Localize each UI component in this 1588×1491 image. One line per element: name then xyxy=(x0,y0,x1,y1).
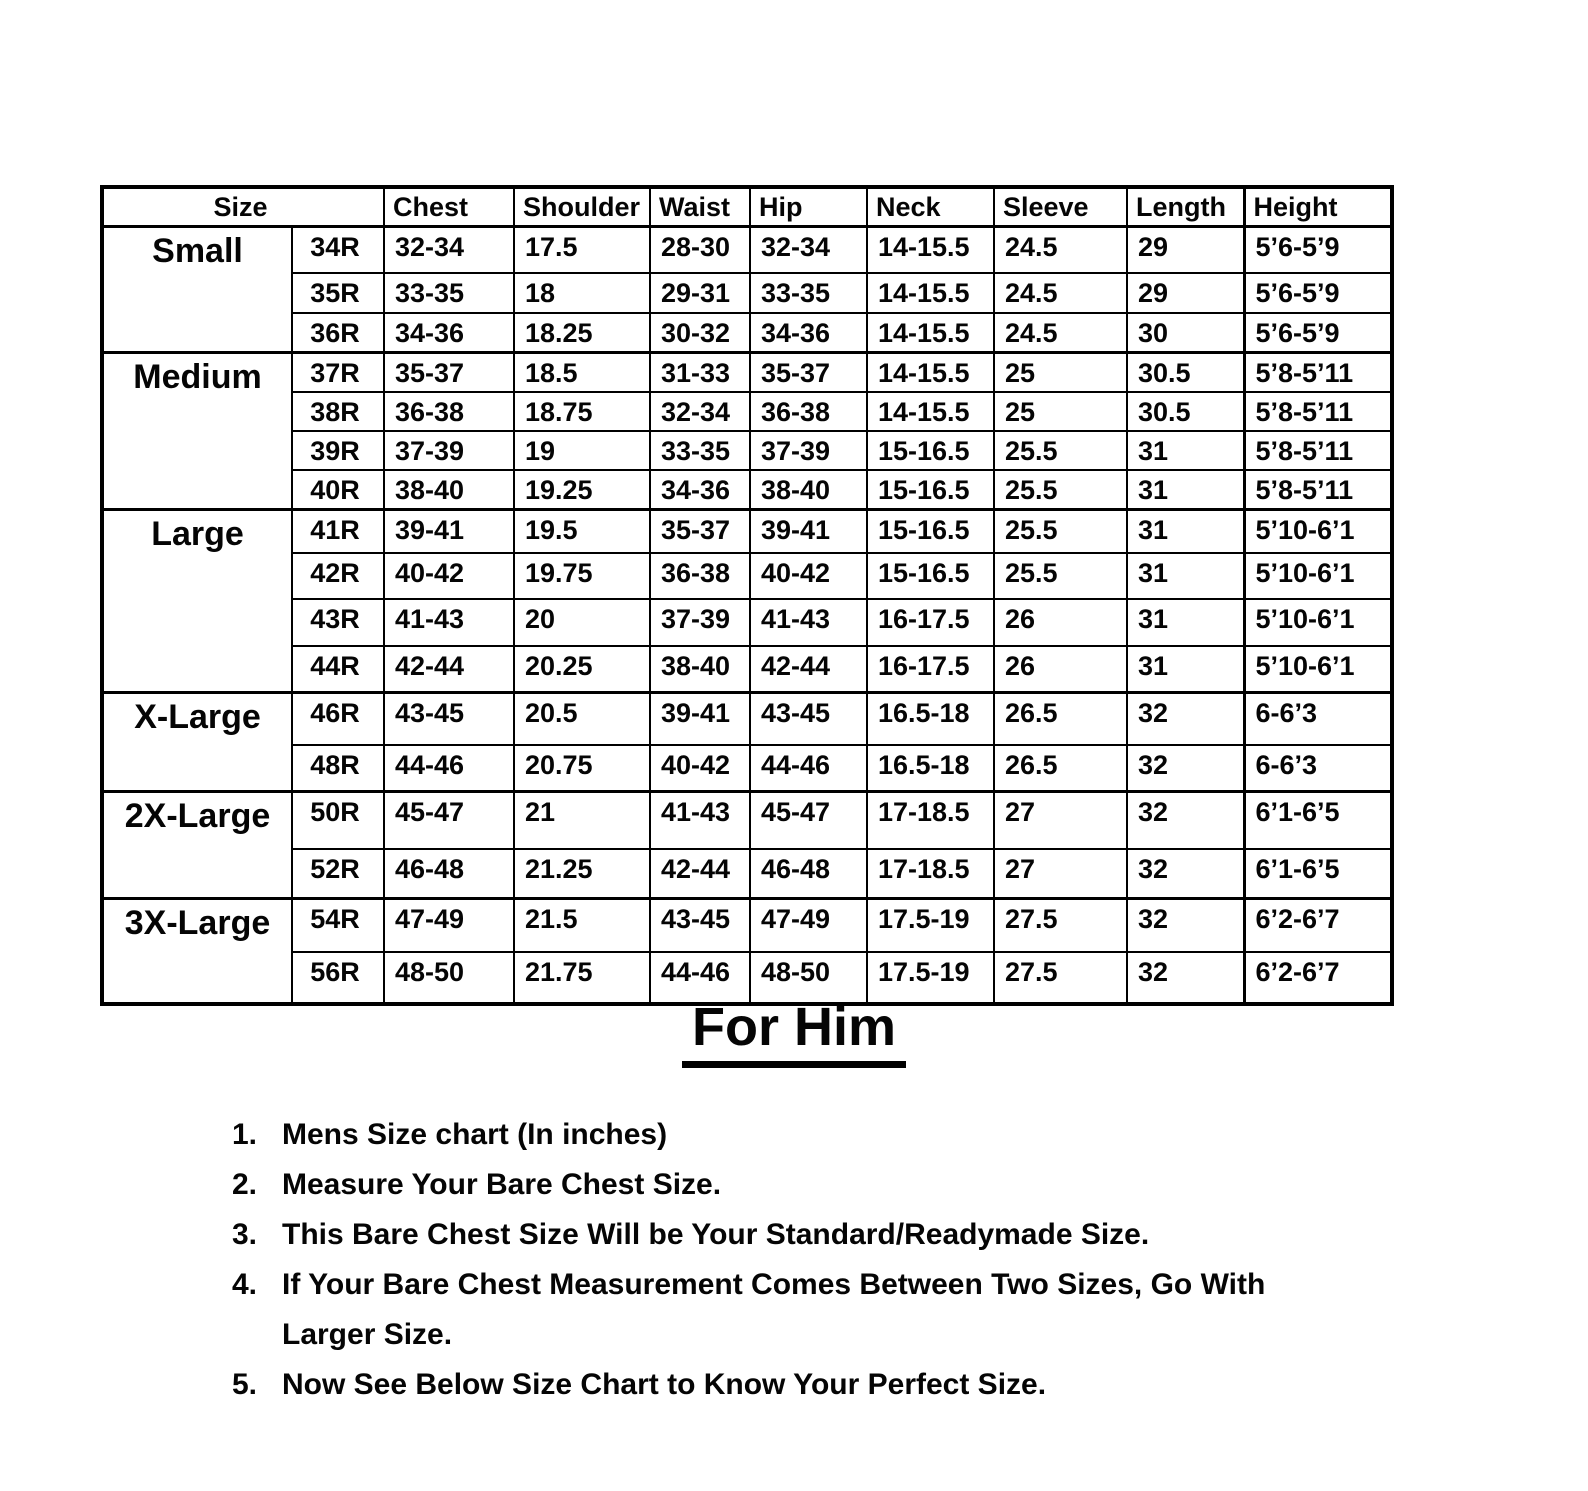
list-item-number: 5. xyxy=(232,1368,258,1401)
measurement-cell: 29-31 xyxy=(650,273,750,313)
measurement-cell: 32 xyxy=(1127,952,1244,1004)
size-chart-body xyxy=(102,227,1392,1004)
list-item xyxy=(232,1160,1342,1210)
measurement-cell: 14-15.5 xyxy=(867,353,994,393)
table-row xyxy=(102,227,1392,273)
size-code-cell: 52R xyxy=(292,849,384,899)
table-row xyxy=(102,510,1392,553)
column-header-height: Height xyxy=(1244,187,1392,227)
measurement-cell: 36-38 xyxy=(384,392,514,431)
list-item xyxy=(232,1260,1342,1360)
size-code-cell: 50R xyxy=(292,792,384,849)
size-code-cell: 35R xyxy=(292,273,384,313)
measurement-cell: 20.25 xyxy=(514,646,650,693)
measurement-cell: 34-36 xyxy=(750,313,867,353)
instruction-list xyxy=(232,1110,1342,1410)
measurement-cell: 16.5-18 xyxy=(867,693,994,745)
measurement-cell: 5’8-5’11 xyxy=(1244,353,1392,393)
measurement-cell: 34-36 xyxy=(650,470,750,510)
measurement-cell: 29 xyxy=(1127,273,1244,313)
measurement-cell: 16-17.5 xyxy=(867,646,994,693)
measurement-cell: 5’6-5’9 xyxy=(1244,227,1392,273)
measurement-cell: 31 xyxy=(1127,646,1244,693)
size-group-label: Large xyxy=(102,510,292,693)
measurement-cell: 25.5 xyxy=(994,431,1127,470)
measurement-cell: 30.5 xyxy=(1127,392,1244,431)
measurement-cell: 18.5 xyxy=(514,353,650,393)
list-item-number: 3. xyxy=(232,1218,258,1251)
measurement-cell: 17.5-19 xyxy=(867,899,994,952)
size-code-cell: 48R xyxy=(292,745,384,792)
measurement-cell: 31 xyxy=(1127,510,1244,553)
table-row xyxy=(102,273,1392,313)
size-code-cell: 54R xyxy=(292,899,384,952)
measurement-cell: 14-15.5 xyxy=(867,313,994,353)
measurement-cell: 20 xyxy=(514,599,650,646)
measurement-cell: 16-17.5 xyxy=(867,599,994,646)
size-code-cell: 36R xyxy=(292,313,384,353)
size-group-label: 3X-Large xyxy=(102,899,292,1004)
measurement-cell: 31 xyxy=(1127,599,1244,646)
measurement-cell: 45-47 xyxy=(384,792,514,849)
table-row xyxy=(102,392,1392,431)
measurement-cell: 5’10-6’1 xyxy=(1244,646,1392,693)
measurement-cell: 38-40 xyxy=(650,646,750,693)
measurement-cell: 39-41 xyxy=(650,693,750,745)
measurement-cell: 35-37 xyxy=(384,353,514,393)
table-row xyxy=(102,693,1392,745)
measurement-cell: 30-32 xyxy=(650,313,750,353)
measurement-cell: 15-16.5 xyxy=(867,510,994,553)
measurement-cell: 32 xyxy=(1127,849,1244,899)
measurement-cell: 19 xyxy=(514,431,650,470)
list-item-text: If Your Bare Chest Measurement Comes Between Two Sizes, Go With Larger Size. xyxy=(282,1268,1266,1351)
size-group-label: Small xyxy=(102,227,292,353)
measurement-cell: 5’10-6’1 xyxy=(1244,553,1392,599)
column-header-hip: Hip xyxy=(750,187,867,227)
measurement-cell: 28-30 xyxy=(650,227,750,273)
measurement-cell: 31-33 xyxy=(650,353,750,393)
measurement-cell: 29 xyxy=(1127,227,1244,273)
list-item-text: This Bare Chest Size Will be Your Standard/Readymade Size. xyxy=(282,1218,1150,1251)
measurement-cell: 31 xyxy=(1127,470,1244,510)
measurement-cell: 18.25 xyxy=(514,313,650,353)
measurement-cell: 46-48 xyxy=(750,849,867,899)
measurement-cell: 41-43 xyxy=(750,599,867,646)
measurement-cell: 5’8-5’11 xyxy=(1244,470,1392,510)
measurement-cell: 37-39 xyxy=(750,431,867,470)
measurement-cell: 26 xyxy=(994,599,1127,646)
measurement-cell: 20.75 xyxy=(514,745,650,792)
list-item-text: Now See Below Size Chart to Know Your Perfect Size. xyxy=(282,1368,1047,1401)
measurement-cell: 33-35 xyxy=(650,431,750,470)
measurement-cell: 33-35 xyxy=(750,273,867,313)
measurement-cell: 41-43 xyxy=(384,599,514,646)
list-item-number: 4. xyxy=(232,1268,258,1301)
list-item xyxy=(232,1110,1342,1160)
measurement-cell: 21.5 xyxy=(514,899,650,952)
measurement-cell: 36-38 xyxy=(750,392,867,431)
measurement-cell: 25.5 xyxy=(994,510,1127,553)
measurement-cell: 38-40 xyxy=(750,470,867,510)
measurement-cell: 17.5-19 xyxy=(867,952,994,1004)
size-code-cell: 56R xyxy=(292,952,384,1004)
column-header-waist: Waist xyxy=(650,187,750,227)
table-header xyxy=(102,187,1392,227)
column-header-neck: Neck xyxy=(867,187,994,227)
measurement-cell: 6’2-6’7 xyxy=(1244,952,1392,1004)
measurement-cell: 46-48 xyxy=(384,849,514,899)
measurement-cell: 25 xyxy=(994,353,1127,393)
column-header-length: Length xyxy=(1127,187,1244,227)
measurement-cell: 30 xyxy=(1127,313,1244,353)
measurement-cell: 33-35 xyxy=(384,273,514,313)
measurement-cell: 25.5 xyxy=(994,470,1127,510)
column-header-size: Size xyxy=(102,187,384,227)
table-row xyxy=(102,646,1392,693)
measurement-cell: 17-18.5 xyxy=(867,849,994,899)
measurement-cell: 5’10-6’1 xyxy=(1244,510,1392,553)
size-code-cell: 40R xyxy=(292,470,384,510)
measurement-cell: 27.5 xyxy=(994,952,1127,1004)
measurement-cell: 5’10-6’1 xyxy=(1244,599,1392,646)
measurement-cell: 17-18.5 xyxy=(867,792,994,849)
table-row xyxy=(102,899,1392,952)
measurement-cell: 16.5-18 xyxy=(867,745,994,792)
size-code-cell: 34R xyxy=(292,227,384,273)
measurement-cell: 27 xyxy=(994,792,1127,849)
list-item-number: 1. xyxy=(232,1118,258,1151)
measurement-cell: 5’8-5’11 xyxy=(1244,392,1392,431)
measurement-cell: 39-41 xyxy=(750,510,867,553)
column-header-chest: Chest xyxy=(384,187,514,227)
measurement-cell: 15-16.5 xyxy=(867,553,994,599)
table-row xyxy=(102,849,1392,899)
measurement-cell: 40-42 xyxy=(750,553,867,599)
table-row xyxy=(102,353,1392,393)
measurement-cell: 32 xyxy=(1127,693,1244,745)
size-code-cell: 46R xyxy=(292,693,384,745)
measurement-cell: 18 xyxy=(514,273,650,313)
measurement-cell: 19.25 xyxy=(514,470,650,510)
measurement-cell: 37-39 xyxy=(384,431,514,470)
measurement-cell: 21.25 xyxy=(514,849,650,899)
measurement-cell: 43-45 xyxy=(650,899,750,952)
measurement-cell: 32-34 xyxy=(750,227,867,273)
measurement-cell: 24.5 xyxy=(994,227,1127,273)
measurement-cell: 25 xyxy=(994,392,1127,431)
measurement-cell: 21.75 xyxy=(514,952,650,1004)
measurement-cell: 32 xyxy=(1127,792,1244,849)
table-row xyxy=(102,431,1392,470)
measurement-cell: 27 xyxy=(994,849,1127,899)
measurement-cell: 15-16.5 xyxy=(867,431,994,470)
size-code-cell: 37R xyxy=(292,353,384,393)
size-code-cell: 43R xyxy=(292,599,384,646)
measurement-cell: 43-45 xyxy=(384,693,514,745)
measurement-cell: 5’6-5’9 xyxy=(1244,273,1392,313)
measurement-cell: 31 xyxy=(1127,431,1244,470)
measurement-cell: 40-42 xyxy=(650,745,750,792)
measurement-cell: 32-34 xyxy=(384,227,514,273)
measurement-cell: 20.5 xyxy=(514,693,650,745)
measurement-cell: 24.5 xyxy=(994,273,1127,313)
measurement-cell: 14-15.5 xyxy=(867,392,994,431)
measurement-cell: 18.75 xyxy=(514,392,650,431)
measurement-cell: 43-45 xyxy=(750,693,867,745)
measurement-cell: 34-36 xyxy=(384,313,514,353)
measurement-cell: 5’6-5’9 xyxy=(1244,313,1392,353)
list-item-text: Mens Size chart (In inches) xyxy=(282,1118,668,1151)
measurement-cell: 6’2-6’7 xyxy=(1244,899,1392,952)
measurement-cell: 32 xyxy=(1127,899,1244,952)
measurement-cell: 19.5 xyxy=(514,510,650,553)
measurement-cell: 6-6’3 xyxy=(1244,745,1392,792)
measurement-cell: 42-44 xyxy=(650,849,750,899)
measurement-cell: 17.5 xyxy=(514,227,650,273)
measurement-cell: 21 xyxy=(514,792,650,849)
table-row xyxy=(102,599,1392,646)
measurement-cell: 27.5 xyxy=(994,899,1127,952)
measurement-cell: 44-46 xyxy=(750,745,867,792)
measurement-cell: 26.5 xyxy=(994,693,1127,745)
measurement-cell: 24.5 xyxy=(994,313,1127,353)
measurement-cell: 48-50 xyxy=(750,952,867,1004)
measurement-cell: 14-15.5 xyxy=(867,273,994,313)
header-row xyxy=(102,187,1392,227)
measurement-cell: 6’1-6’5 xyxy=(1244,792,1392,849)
measurement-cell: 15-16.5 xyxy=(867,470,994,510)
measurement-cell: 41-43 xyxy=(650,792,750,849)
size-chart-table xyxy=(100,185,1394,1006)
measurement-cell: 25.5 xyxy=(994,553,1127,599)
measurement-cell: 35-37 xyxy=(650,510,750,553)
section-heading xyxy=(0,996,1588,1068)
measurement-cell: 26 xyxy=(994,646,1127,693)
measurement-cell: 42-44 xyxy=(750,646,867,693)
size-group-label: Medium xyxy=(102,353,292,510)
measurement-cell: 31 xyxy=(1127,553,1244,599)
measurement-cell: 14-15.5 xyxy=(867,227,994,273)
measurement-cell: 5’8-5’11 xyxy=(1244,431,1392,470)
list-item xyxy=(232,1210,1342,1260)
measurement-cell: 44-46 xyxy=(384,745,514,792)
table-row xyxy=(102,553,1392,599)
measurement-cell: 40-42 xyxy=(384,553,514,599)
measurement-cell: 47-49 xyxy=(750,899,867,952)
measurement-cell: 6-6’3 xyxy=(1244,693,1392,745)
size-group-label: 2X-Large xyxy=(102,792,292,899)
size-code-cell: 42R xyxy=(292,553,384,599)
measurement-cell: 37-39 xyxy=(650,599,750,646)
size-code-cell: 38R xyxy=(292,392,384,431)
measurement-cell: 36-38 xyxy=(650,553,750,599)
measurement-cell: 44-46 xyxy=(650,952,750,1004)
list-item-text: Measure Your Bare Chest Size. xyxy=(282,1168,722,1201)
size-code-cell: 41R xyxy=(292,510,384,553)
table-row xyxy=(102,313,1392,353)
measurement-cell: 26.5 xyxy=(994,745,1127,792)
measurement-cell: 45-47 xyxy=(750,792,867,849)
table-row xyxy=(102,745,1392,792)
measurement-cell: 32-34 xyxy=(650,392,750,431)
measurement-cell: 48-50 xyxy=(384,952,514,1004)
table-row xyxy=(102,470,1392,510)
table-row xyxy=(102,792,1392,849)
measurement-cell: 38-40 xyxy=(384,470,514,510)
list-item xyxy=(232,1360,1342,1410)
measurement-cell: 35-37 xyxy=(750,353,867,393)
measurement-cell: 6’1-6’5 xyxy=(1244,849,1392,899)
column-header-shoulder: Shoulder xyxy=(514,187,650,227)
measurement-cell: 39-41 xyxy=(384,510,514,553)
for-him-title: For Him xyxy=(682,996,906,1068)
column-header-sleeve: Sleeve xyxy=(994,187,1127,227)
size-group-label: X-Large xyxy=(102,693,292,792)
size-code-cell: 44R xyxy=(292,646,384,693)
list-item-number: 2. xyxy=(232,1168,258,1201)
size-code-cell: 39R xyxy=(292,431,384,470)
measurement-cell: 19.75 xyxy=(514,553,650,599)
measurement-cell: 32 xyxy=(1127,745,1244,792)
measurement-cell: 47-49 xyxy=(384,899,514,952)
measurement-cell: 42-44 xyxy=(384,646,514,693)
measurement-cell: 30.5 xyxy=(1127,353,1244,393)
